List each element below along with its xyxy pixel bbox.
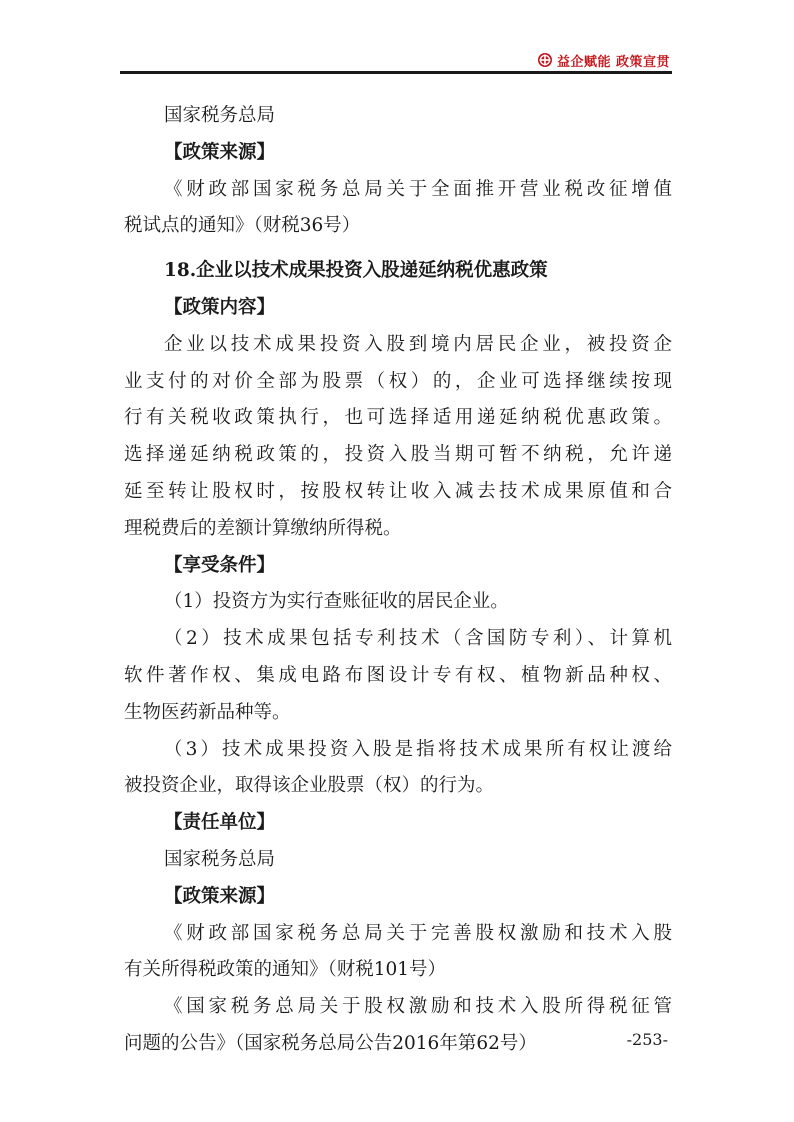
condition-item: （2）技术成果包括专利技术（含国防专利）、计算机 (164, 628, 672, 650)
policy-source-text: 有关所得税政策的通知》（财税101号） (124, 959, 447, 981)
policy-source-text: 《财政部国家税务总局关于全面推开营业税改征增值 (164, 178, 672, 200)
condition-item: 被投资企业，取得该企业股票（权）的行为。 (124, 775, 495, 797)
policy-content-text: 延至转让股权时，按股权转让收入减去技术成果原值和合 (124, 480, 672, 502)
policy-content-text: 行有关税收政策执行，也可选择适用递延纳税优惠政策。 (124, 407, 672, 429)
policy-title: 18.企业以技术成果投资入股递延纳税优惠政策 (164, 260, 548, 282)
header-brand (537, 50, 670, 70)
brand-logo-icon (537, 52, 553, 68)
document-body (124, 98, 672, 1063)
section-heading-policy-source: 【政策来源】 (164, 885, 276, 907)
authority-text: 国家税务总局 (164, 105, 276, 126)
brand-name: 益企赋能 政策宣贯 (556, 54, 670, 70)
policy-content-text: 理税费后的差额计算缴纳所得税。 (124, 517, 402, 539)
section-heading-conditions: 【享受条件】 (164, 554, 276, 576)
condition-item: （1）投资方为实行查账征收的居民企业。 (164, 591, 509, 613)
policy-content-text: 企业以技术成果投资入股到境内居民企业，被投资企 (164, 333, 672, 355)
section-heading-policy-content: 【政策内容】 (164, 296, 276, 318)
condition-item: （3）技术成果投资入股是指将技术成果所有权让渡给 (164, 738, 672, 760)
condition-item: 软件著作权、集成电路布图设计专有权、植物新品种权、 (124, 664, 672, 686)
responsible-unit-text: 国家税务总局 (164, 848, 276, 870)
policy-source-text: 《财政部国家税务总局关于完善股权激励和技术入股 (164, 922, 672, 944)
policy-content-text: 选择递延纳税政策的，投资入股当期可暂不纳税，允许递 (124, 444, 672, 466)
policy-source-text: 《国家税务总局关于股权激励和技术入股所得税征管 (164, 996, 672, 1018)
section-heading-policy-source: 【政策来源】 (164, 141, 276, 163)
page-number: -253- (626, 1030, 668, 1049)
condition-item: 生物医药新品种等。 (124, 701, 291, 723)
header-divider (120, 71, 672, 74)
policy-source-text: 问题的公告》（国家税务总局公告2016年第62号） (124, 1032, 537, 1054)
policy-content-text: 业支付的对价全部为股票（权）的，企业可选择继续按现 (124, 370, 672, 392)
policy-source-text: 税试点的通知》（财税36号） (124, 215, 361, 237)
section-heading-responsible-unit: 【责任单位】 (164, 812, 276, 834)
